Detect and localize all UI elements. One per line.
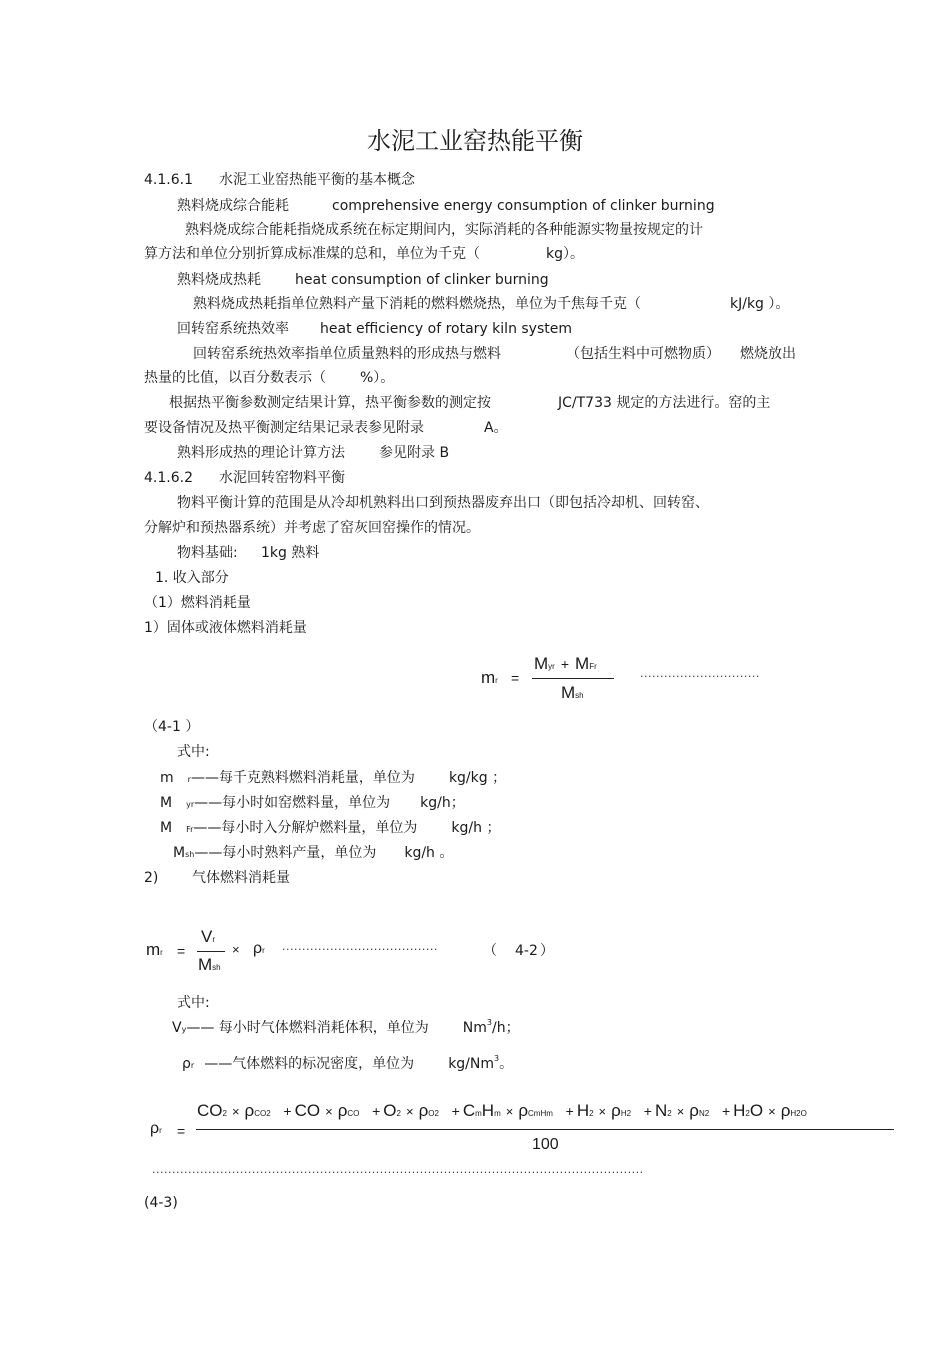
equation-number: 4-2 (515, 943, 538, 959)
definition-row: Vy—— 每小时气体燃料消耗体积，单位为 Nm$^3$/h； (172, 1018, 520, 1036)
list-item: 气体燃料消耗量 (192, 870, 290, 886)
eq-numerator: Vr (201, 927, 216, 946)
paragraph-line: 要设备情况及热平衡测定结果记录表参见附录 (144, 420, 424, 436)
term-english: comprehensive energy consumption of clinker burning (332, 198, 715, 214)
paragraph-line: 熟料形成热的理论计算方法 (177, 445, 345, 461)
term-english: heat consumption of clinker burning (295, 272, 549, 288)
eq-denominator: Msh (561, 683, 584, 702)
paragraph-line: 物料平衡计算的范围是从冷却机熟料出口到预热器废弃出口（即包括冷却机、回转窑、 (177, 495, 709, 511)
times-sign: × (232, 942, 240, 957)
paragraph-line: （包括生料中可燃物质） (566, 346, 720, 362)
list-item: 2) (144, 870, 159, 886)
leader-dots: ....................................... (282, 940, 438, 953)
unit-text: %）。 (360, 370, 395, 386)
definition-row: m r——每千克熟料燃料消耗量，单位为 kg/kg ； (160, 770, 507, 786)
basis-label: 物料基础: (177, 545, 238, 561)
leader-dots: .............................. (640, 667, 760, 680)
rho-symbol: ρr (253, 940, 265, 957)
eq-lhs: ρr (150, 1120, 162, 1137)
eq-sign: = (511, 670, 520, 686)
equation-number-open: （ (483, 943, 497, 959)
fraction-bar (532, 678, 614, 679)
equation-number: (4-3) (144, 1195, 178, 1211)
paragraph-line: 回转窑系统热效率指单位质量熟料的形成热与燃料 (193, 346, 501, 362)
section-heading: 水泥工业窑热能平衡的基本概念 (219, 172, 415, 188)
paragraph-line: 根据热平衡参数测定结果计算，热平衡参数的测定按 (169, 395, 491, 411)
unit-text: kg）。 (546, 246, 584, 262)
paragraph-line: 参见附录 B (379, 445, 450, 461)
leader-dots: ........................................................................................................................... (152, 1163, 644, 1176)
eq-sign: = (177, 943, 186, 959)
fraction-bar (196, 1129, 894, 1130)
definition-row: ρr ——气体燃料的标况密度，单位为 kg/Nm$^3$。 (182, 1054, 514, 1072)
list-item: （1）燃料消耗量 (144, 595, 251, 611)
term-chinese: 回转窑系统热效率 (177, 321, 289, 337)
paragraph-line: A。 (484, 420, 508, 436)
term-english: heat efficiency of rotary kiln system (320, 321, 572, 337)
paragraph-line: JC/T733 规定的方法进行。窑的主 (558, 395, 771, 411)
equation-number: （4-1 ） (144, 719, 200, 735)
definition-row: M Fr——每小时入分解炉燃料量，单位为 kg/h ； (160, 820, 501, 836)
section-number: 4.1.6.1 (144, 172, 193, 188)
eq-lhs: mr (146, 940, 163, 959)
definition-row: Msh——每小时熟料产量，单位为 kg/h 。 (173, 845, 454, 861)
basis-value: 1kg 熟料 (261, 545, 320, 561)
eq-sign: = (177, 1123, 186, 1139)
section-number: 4.1.6.2 (144, 470, 193, 486)
eq-numerator: CO2 × ρCO2 + CO × ρCO + O2 × ρO2 + CmHm × ρCmHm + H2 × ρH2 + N2 × ρN2 + H2O × ρH2O (197, 1101, 807, 1120)
unit-text: kJ/kg ）。 (730, 296, 790, 312)
eq-numerator: Myr + MFr (534, 654, 597, 673)
section-heading: 水泥回转窑物料平衡 (219, 470, 345, 486)
paragraph-line: 燃烧放出 (740, 346, 796, 362)
term-chinese: 熟料烧成综合能耗 (177, 198, 289, 214)
eq-lhs: mr (481, 668, 498, 687)
paragraph-line: 热量的比值，以百分数表示（ (144, 370, 326, 386)
where-label: 式中: (177, 744, 210, 760)
eq-denominator: 100 (532, 1136, 559, 1153)
paragraph-line: 熟料烧成热耗指单位熟料产量下消耗的燃料燃烧热，单位为千焦每千克（ (193, 296, 641, 312)
list-item: 1）固体或液体燃料消耗量 (144, 620, 307, 636)
fraction-bar (197, 951, 225, 952)
eq-denominator: Msh (198, 955, 221, 974)
where-label: 式中: (177, 995, 210, 1011)
term-chinese: 熟料烧成热耗 (177, 272, 261, 288)
page-title: 水泥工业窑热能平衡 (367, 127, 583, 155)
paragraph-line: 算方法和单位分别折算成标准煤的总和，单位为千克（ (144, 246, 480, 262)
equation-number-close: ） (540, 943, 554, 959)
paragraph-line: 分解炉和预热器系统）并考虑了窑灰回窑操作的情况。 (144, 520, 480, 536)
list-item: 1. 收入部分 (155, 570, 229, 586)
definition-row: M yr——每小时如窑燃料量，单位为 kg/h； (160, 795, 465, 811)
paragraph-line: 熟料烧成综合能耗指烧成系统在标定期间内，实际消耗的各种能源实物量按规定的计 (185, 222, 703, 238)
